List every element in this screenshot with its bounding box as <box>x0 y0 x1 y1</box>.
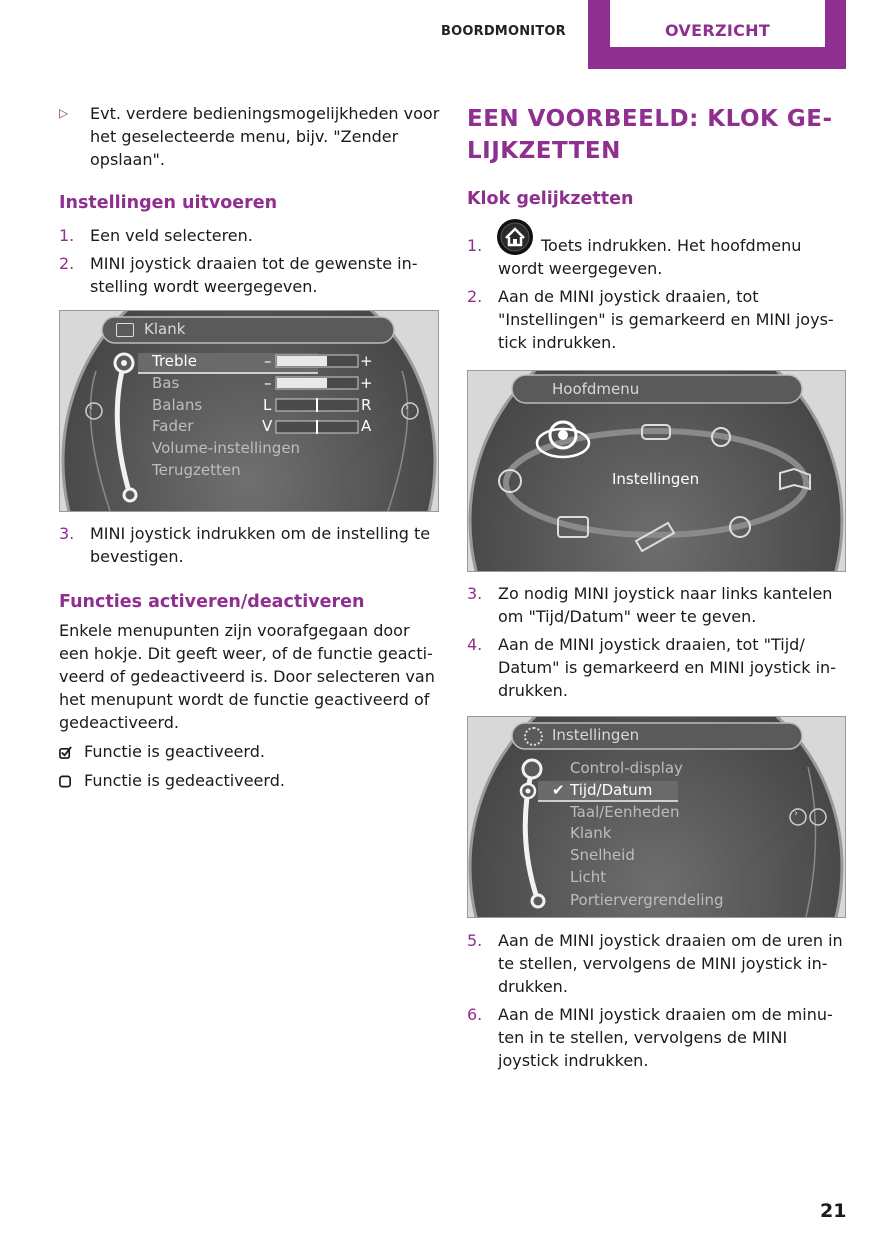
instellingen-screen <box>467 716 846 918</box>
step-text: MINI joystick draaien tot de gewenste instelling wordt weergegeven. <box>90 254 418 296</box>
step-number: 6. <box>467 1005 483 1024</box>
menu-row-volume[interactable]: Volume-instellingen <box>152 439 301 457</box>
radio-icon <box>116 323 134 337</box>
menu-item-label: Tijd/Datum <box>570 781 653 799</box>
step-1 <box>467 222 842 280</box>
main-heading: EEN VOORBEELD: KLOK GELIJKZETTEN <box>467 106 832 164</box>
menu-row-fader[interactable] <box>152 417 430 439</box>
step-number: 1. <box>467 236 483 255</box>
step-number: 3. <box>467 584 483 603</box>
status-active-row <box>59 740 441 763</box>
settings-gear-icon[interactable] <box>548 419 578 449</box>
row-label: Treble <box>152 352 197 370</box>
row-left-marker: L <box>263 396 272 414</box>
row-left-marker: – <box>264 374 272 392</box>
home-button-icon <box>497 219 533 255</box>
menu-item-portiervergrendeling[interactable]: Portiervergrendeling <box>570 891 724 909</box>
functies-text: Enkele menupunten zijn voorafgegaan door een hokje. Dit geeft weer, of de functie geactiveerd of gedeactiveerd is. Door selecteren van het menupunt wordt de functie geactiveerd of gedeactiveerd. <box>59 621 435 732</box>
step-text: Een veld selecteren. <box>90 226 253 245</box>
sub-heading: Klok gelijkzetten <box>467 189 634 209</box>
status-inactive-text: Functie is gedeactiveerd. <box>84 771 285 790</box>
hoofdmenu-center-label: Instellingen <box>612 470 700 488</box>
step-3 <box>59 522 441 568</box>
step-number: 1. <box>59 226 75 245</box>
checkbox-unchecked-icon <box>59 775 72 788</box>
menu-item-taal[interactable]: Taal/Eenheden <box>570 803 680 821</box>
step-1 <box>59 224 441 247</box>
checkbox-checked-icon <box>59 746 72 759</box>
checkmark-icon: ✔ <box>552 781 565 799</box>
row-label: Fader <box>152 417 194 435</box>
step-number: 2. <box>467 287 483 306</box>
menu-item-licht[interactable]: Licht <box>570 868 607 886</box>
hoofdmenu-title: Hoofdmenu <box>552 380 640 398</box>
step-6 <box>467 1003 845 1072</box>
step-number: 3. <box>59 524 75 543</box>
step-3 <box>467 582 842 628</box>
triangle-bullet-icon: ▷ <box>59 106 69 120</box>
step-text: Aan de MINI joystick draaien, tot "Instellingen" is gemarkeerd en MINI joystick indrukken. <box>498 287 834 352</box>
row-right-marker: A <box>361 417 372 435</box>
row-right-marker: + <box>360 374 373 392</box>
step-text: Aan de MINI joystick draaien om de minuten in te stellen, vervolgens de MINI joystick indrukken. <box>498 1005 833 1070</box>
chevron-right-icon: › <box>405 402 409 413</box>
row-right-marker: R <box>361 396 372 414</box>
step-2 <box>59 252 441 298</box>
status-active-text: Functie is geactiveerd. <box>84 742 265 761</box>
chevron-left-icon: ‹ <box>89 402 93 413</box>
row-left-marker: – <box>264 352 272 370</box>
row-label: Balans <box>152 396 203 414</box>
bullet-item <box>59 102 441 171</box>
functies-heading: Functies activeren/deactiveren <box>59 592 365 612</box>
instellingen-title: Instellingen <box>552 726 640 744</box>
menu-item-tijd-datum[interactable] <box>552 781 652 799</box>
step-number: 5. <box>467 931 483 950</box>
gear-icon <box>524 727 543 746</box>
chevron-right-icon: › <box>794 808 798 819</box>
menu-row-bas[interactable] <box>152 374 430 396</box>
page-number: 21 <box>820 1200 847 1222</box>
step-number: 2. <box>59 254 75 273</box>
step-number: 4. <box>467 635 483 654</box>
step-text: Aan de MINI joystick draaien, tot "Tijd/ Datum" is gemarkeerd en MINI joystick indrukken. <box>498 635 836 700</box>
step-5 <box>467 929 845 998</box>
menu-row-treble[interactable] <box>152 352 430 374</box>
klank-title: Klank <box>144 320 186 338</box>
section-tab: OVERZICHT <box>610 0 825 47</box>
row-label: Bas <box>152 374 180 392</box>
menu-item-snelheid[interactable]: Snelheid <box>570 846 635 864</box>
hoofdmenu-screen <box>467 370 846 572</box>
step-4 <box>467 633 842 702</box>
step-text: Toets indrukken. Het hoofdmenu wordt weergegeven. <box>498 236 802 278</box>
menu-item-klank[interactable]: Klank <box>570 824 612 842</box>
step-text: MINI joystick indrukken om de instelling te bevestigen. <box>90 524 431 566</box>
section-title: BOORDMONITOR <box>441 24 566 39</box>
step-text: Aan de MINI joystick draaien om de uren in te stellen, vervolgens de MINI joystick indrukken. <box>498 931 843 996</box>
step-text: Zo nodig MINI joystick naar links kantelen om "Tijd/Datum" weer te geven. <box>498 584 833 626</box>
klank-screen <box>59 310 439 512</box>
menu-row-balans[interactable] <box>152 396 430 418</box>
status-inactive-row <box>59 769 441 792</box>
bullet-text: Evt. verdere bedieningsmogelijkheden voor het geselecteerde menu, bijv. "Zender opslaan". <box>90 104 440 169</box>
instellingen-heading: Instellingen uitvoeren <box>59 193 278 213</box>
row-right-marker: + <box>360 352 373 370</box>
menu-row-terugzetten[interactable]: Terugzetten <box>152 461 241 479</box>
menu-item-control-display[interactable]: Control-display <box>570 759 683 777</box>
step-2 <box>467 285 842 354</box>
row-left-marker: V <box>262 417 273 435</box>
